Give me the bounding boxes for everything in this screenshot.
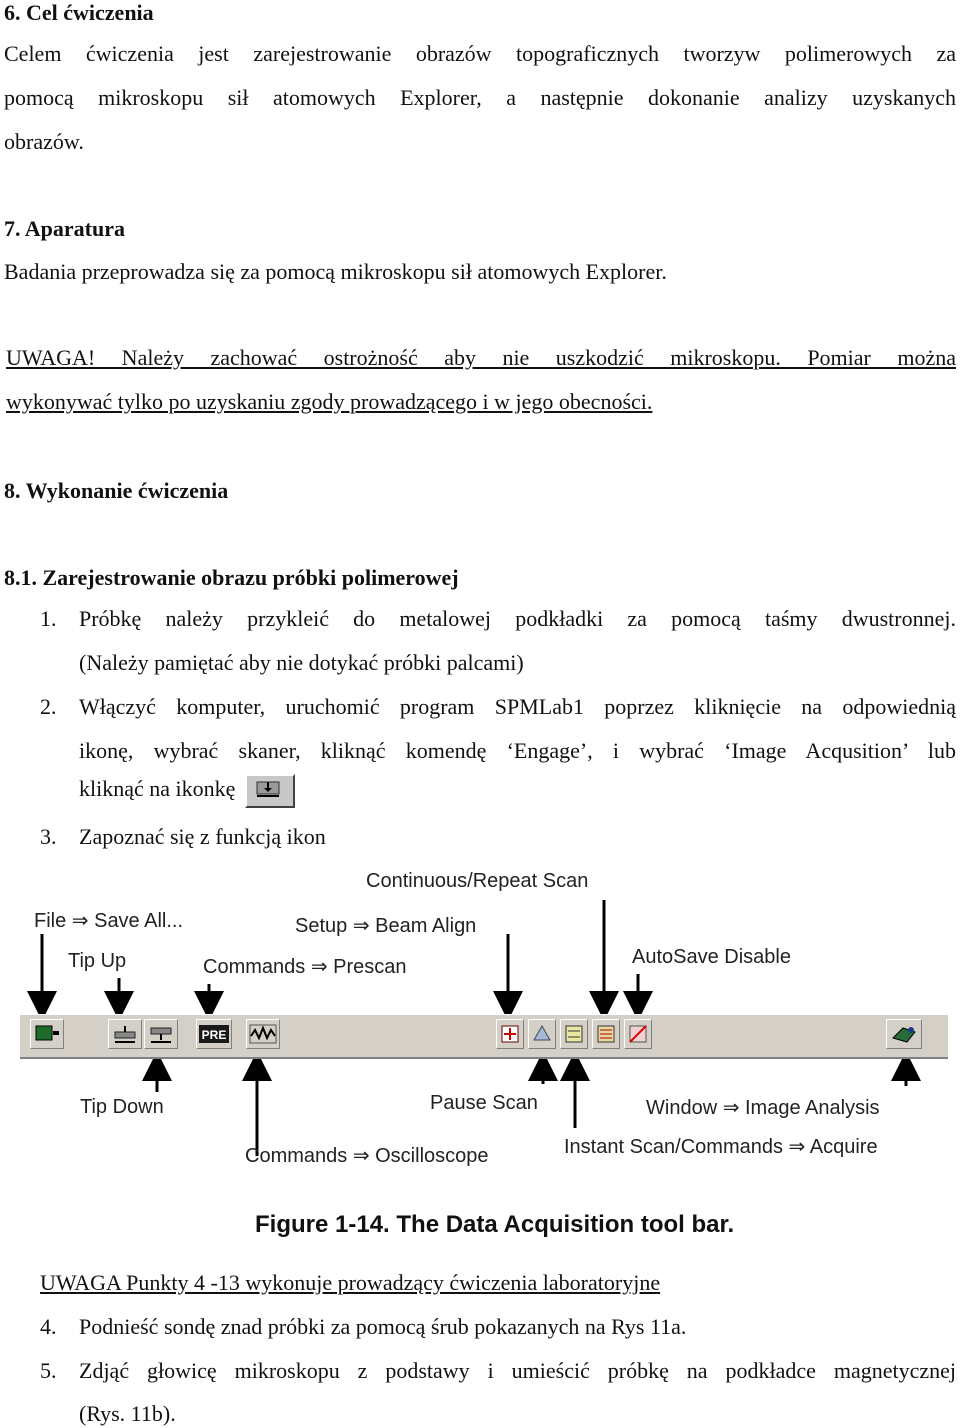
pause-scan-button[interactable]: [528, 1019, 556, 1049]
item-2-number: 2.: [40, 694, 57, 719]
beam-align-icon: [497, 1020, 523, 1048]
label-tip-up: Tip Up: [68, 950, 127, 972]
item-2-line-3: [79, 774, 956, 808]
section-7-text: Badania przeprowadza się za pomocą mikroskopu sił atomowych Explorer.: [4, 259, 667, 284]
image-analysis-icon: [887, 1020, 921, 1048]
item-2-line-3-text: kliknąć na ikonkę: [79, 776, 236, 802]
warning-line-1: UWAGA! Należy zachować ostrożność aby nie uszkodzić mikroskopu. Pomiar można: [6, 345, 956, 370]
continuous-scan-icon: [593, 1020, 619, 1048]
save-button[interactable]: [30, 1019, 64, 1049]
continuous-scan-button[interactable]: [592, 1019, 620, 1049]
acquire-toolbar-icon: [245, 774, 295, 808]
autosave-disable-button[interactable]: [624, 1019, 652, 1049]
label-pause-scan: Pause Scan: [430, 1092, 538, 1114]
item-4-number: 4.: [40, 1314, 57, 1339]
data-acquisition-toolbar: [20, 1014, 948, 1059]
save-icon: [31, 1020, 63, 1048]
section-8-heading: 8. Wykonanie ćwiczenia: [4, 478, 229, 503]
label-tip-down: Tip Down: [80, 1096, 164, 1118]
tip-down-button[interactable]: [144, 1019, 178, 1049]
item-5-line-2: (Rys. 11b).: [79, 1401, 176, 1426]
oscilloscope-button[interactable]: [246, 1019, 280, 1049]
section-6-heading: 6. Cel ćwiczenia: [4, 0, 154, 25]
prescan-icon: [197, 1020, 231, 1048]
section-6-line-3: obrazów.: [4, 129, 84, 154]
section-6-line-1: Celem ćwiczenia jest zarejestrowanie obrazów topograficznych tworzyw polimerowych za: [4, 41, 956, 66]
section-8-1-heading: 8.1. Zarejestrowanie obrazu próbki polimerowej: [4, 565, 459, 590]
autosave-icon: [625, 1020, 651, 1048]
note-underlined: UWAGA Punkty 4 -13 wykonuje prowadzący ćwiczenia laboratoryjne: [40, 1270, 661, 1295]
tip-down-icon: [145, 1020, 177, 1048]
label-commands-prescan: Commands ⇒ Prescan: [203, 956, 407, 978]
instant-scan-icon: [561, 1020, 587, 1048]
instant-scan-button[interactable]: [560, 1019, 588, 1049]
label-autosave-disable: AutoSave Disable: [632, 946, 791, 968]
beam-align-button[interactable]: [496, 1019, 524, 1049]
item-2-line-1: Włączyć komputer, uruchomić program SPMLab1 poprzez kliknięcie na odpowiednią: [79, 694, 956, 719]
label-continuous-repeat-scan: Continuous/Repeat Scan: [366, 870, 589, 892]
warning-line-2: wykonywać tylko po uzyskaniu zgody prowadzącego i w jego obecności.: [6, 389, 653, 414]
item-5-line-1: Zdjąć głowicę mikroskopu z podstawy i umieścić próbkę na podkładce magnetycznej: [79, 1358, 956, 1383]
item-1-line-2: (Należy pamiętać aby nie dotykać próbki palcami): [79, 650, 524, 675]
oscilloscope-icon: [247, 1020, 279, 1048]
item-3-line-1: Zapoznać się z funkcją ikon: [79, 824, 326, 849]
item-1-number: 1.: [40, 606, 57, 631]
tip-up-button[interactable]: [108, 1019, 142, 1049]
section-6-line-2: pomocą mikroskopu sił atomowych Explorer, a następnie dokonanie analizy uzyskanych: [4, 85, 956, 110]
item-1-line-1: Próbkę należy przykleić do metalowej podkładki za pomocą taśmy dwustronnej.: [79, 606, 956, 631]
item-5-number: 5.: [40, 1358, 57, 1383]
prescan-label: PRE: [201, 1028, 227, 1042]
label-commands-oscilloscope: Commands ⇒ Oscilloscope: [245, 1145, 489, 1167]
item-2-line-2: ikonę, wybrać skaner, kliknąć komendę ‘Engage’, i wybrać ‘Image Acqusition’ lub: [79, 738, 956, 763]
image-analysis-button[interactable]: [886, 1019, 922, 1049]
pause-scan-icon: [529, 1020, 555, 1048]
figure-caption: Figure 1-14. The Data Acquisition tool bar.: [255, 1211, 735, 1238]
item-4-line-1: Podnieść sondę znad próbki za pomocą śrub pokazanych na Rys 11a.: [79, 1314, 687, 1339]
tip-up-icon: [109, 1020, 141, 1048]
item-3-number: 3.: [40, 824, 57, 849]
label-window-image-analysis: Window ⇒ Image Analysis: [646, 1097, 880, 1119]
label-setup-beam-align: Setup ⇒ Beam Align: [295, 915, 477, 937]
label-file-save-all: File ⇒ Save All...: [34, 910, 184, 932]
prescan-button[interactable]: [196, 1019, 232, 1049]
section-7-heading: 7. Aparatura: [4, 216, 125, 241]
label-instant-scan-acquire: Instant Scan/Commands ⇒ Acquire: [564, 1136, 878, 1158]
